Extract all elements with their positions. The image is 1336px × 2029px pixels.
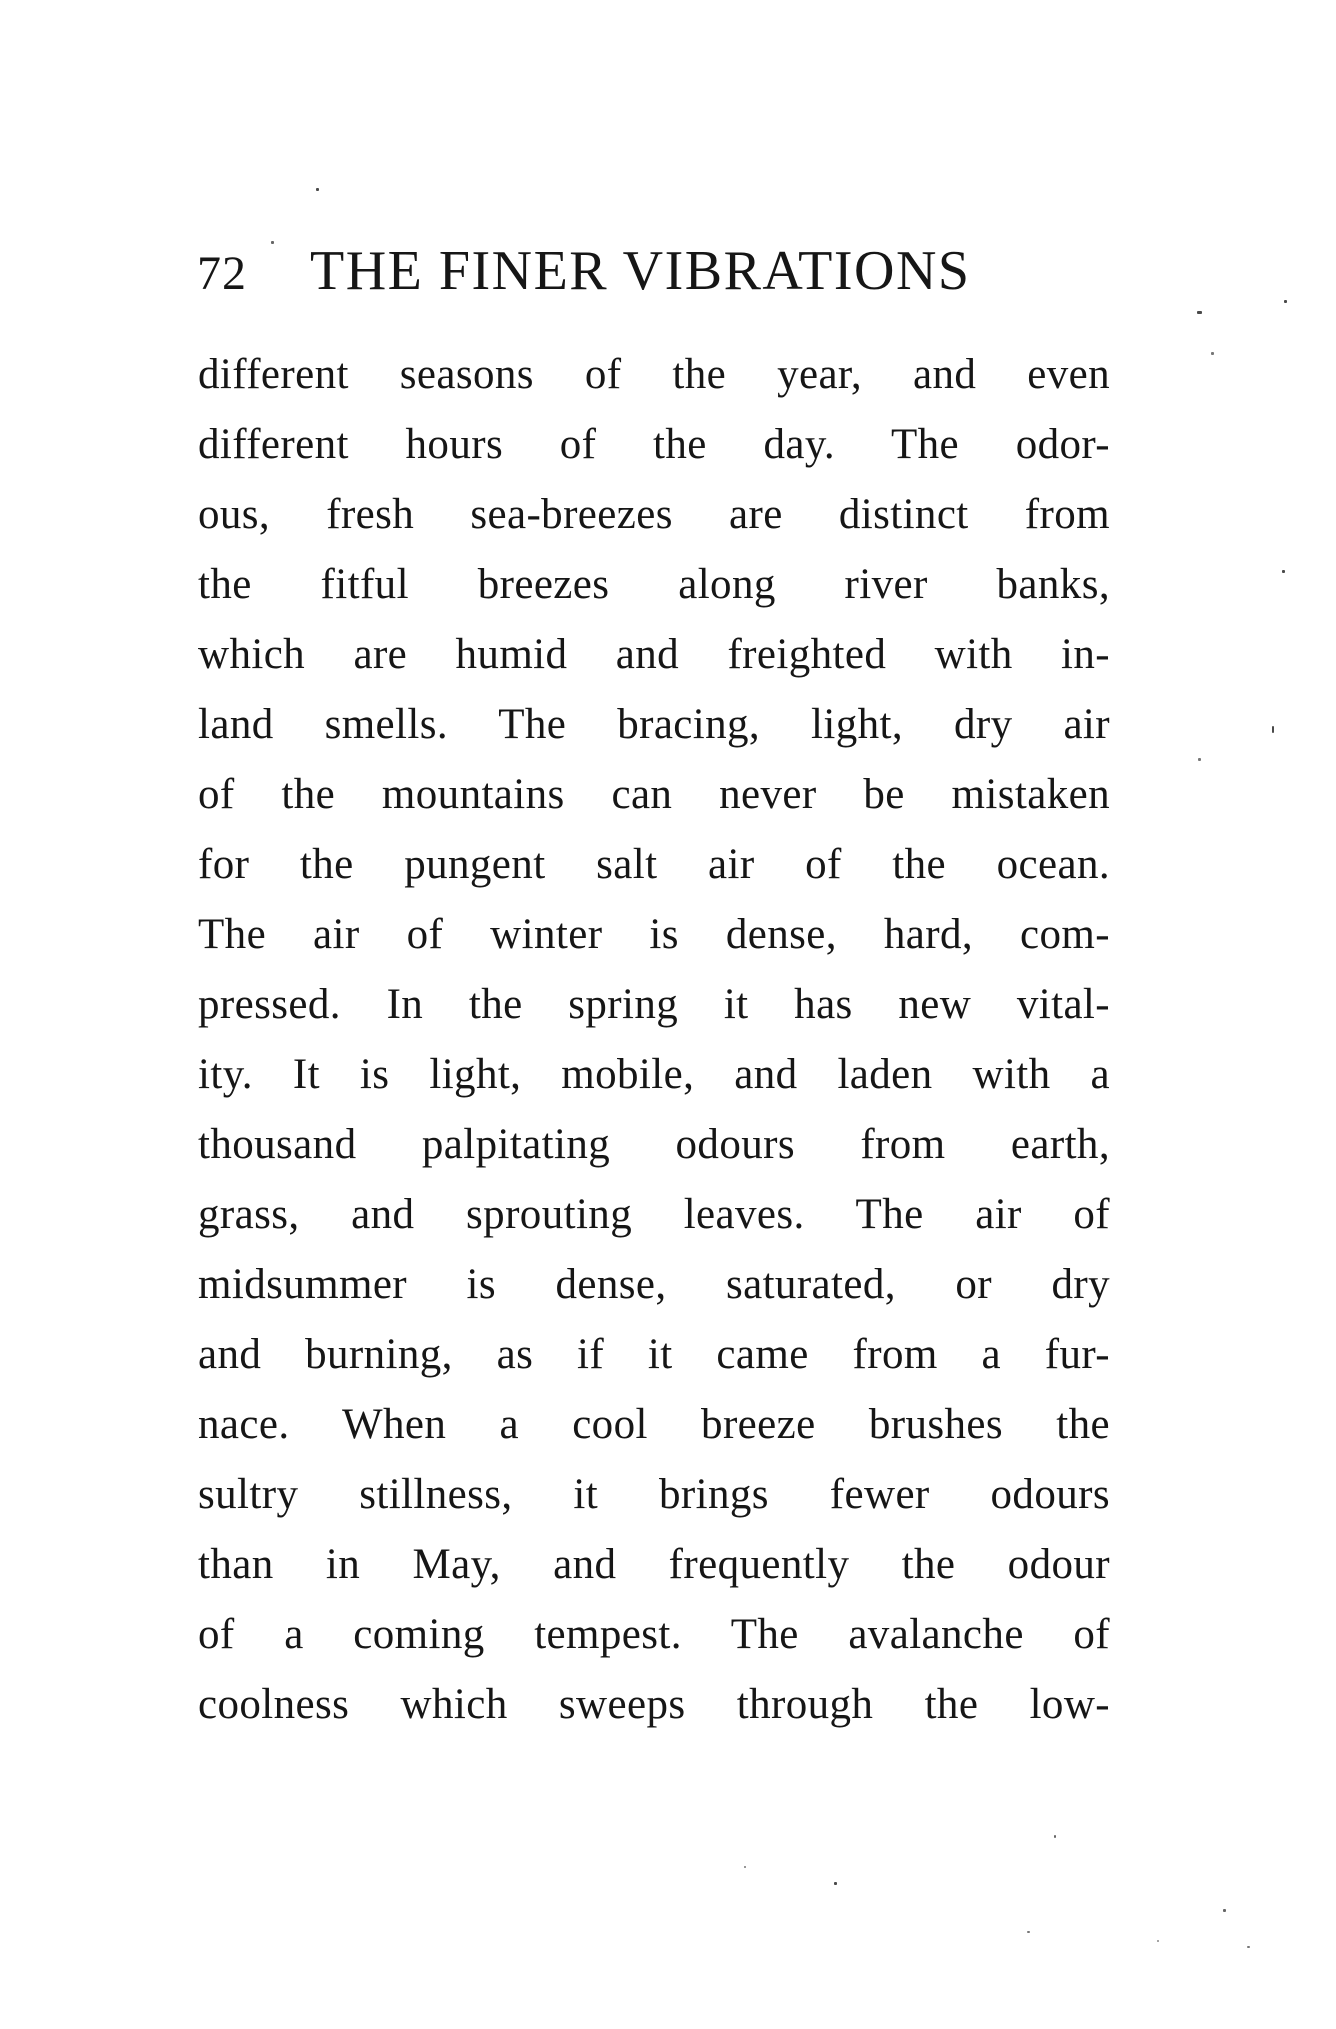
text-line: than in May, and frequently the odour — [198, 1541, 1110, 1588]
text-line: different seasons of the year, and even — [198, 351, 1110, 398]
page-header — [197, 240, 971, 302]
scan-speck — [1054, 1835, 1056, 1838]
text-line: and burning, as if it came from a fur- — [198, 1331, 1110, 1378]
text-line: which are humid and freighted with in- — [198, 631, 1110, 678]
scan-speck — [1197, 311, 1202, 314]
scan-speck — [744, 1866, 746, 1868]
scan-speck — [1157, 1940, 1159, 1942]
text-line: different hours of the day. The odor- — [198, 421, 1110, 468]
scan-speck — [1247, 1946, 1250, 1948]
text-line: nace. When a cool breeze brushes the — [198, 1401, 1110, 1448]
text-line: of a coming tempest. The avalanche of — [198, 1611, 1110, 1658]
text-line: for the pungent salt air of the ocean. — [198, 841, 1110, 888]
text-line: coolness which sweeps through the low- — [198, 1681, 1110, 1728]
scan-speck — [1027, 1931, 1030, 1933]
text-line: ity. It is light, mobile, and laden with a — [198, 1051, 1110, 1098]
text-line: land smells. The bracing, light, dry air — [198, 701, 1110, 748]
running-title: THE FINER VIBRATIONS — [310, 240, 971, 302]
scan-speck — [1223, 1909, 1226, 1912]
body-text — [198, 340, 1110, 1740]
text-line: the fitful breezes along river banks, — [198, 561, 1110, 608]
text-line: grass, and sprouting leaves. The air of — [198, 1191, 1110, 1238]
scan-speck — [316, 188, 319, 191]
text-line: ous, fresh sea-breezes are distinct from — [198, 491, 1110, 538]
text-line: midsummer is dense, saturated, or dry — [198, 1261, 1110, 1308]
scan-speck — [271, 241, 274, 244]
page-number: 72 — [197, 247, 247, 300]
text-line: The air of winter is dense, hard, com- — [198, 911, 1110, 958]
text-line: thousand palpitating odours from earth, — [198, 1121, 1110, 1168]
text-line: of the mountains can never be mistaken — [198, 771, 1110, 818]
scan-speck — [834, 1882, 837, 1885]
scan-speck — [1272, 726, 1274, 733]
scan-speck — [1282, 570, 1285, 573]
text-line: sultry stillness, it brings fewer odours — [198, 1471, 1110, 1518]
scan-speck — [1211, 352, 1214, 355]
scan-speck — [1198, 758, 1201, 761]
scan-speck — [1284, 300, 1287, 303]
text-line: pressed. In the spring it has new vital- — [198, 981, 1110, 1028]
